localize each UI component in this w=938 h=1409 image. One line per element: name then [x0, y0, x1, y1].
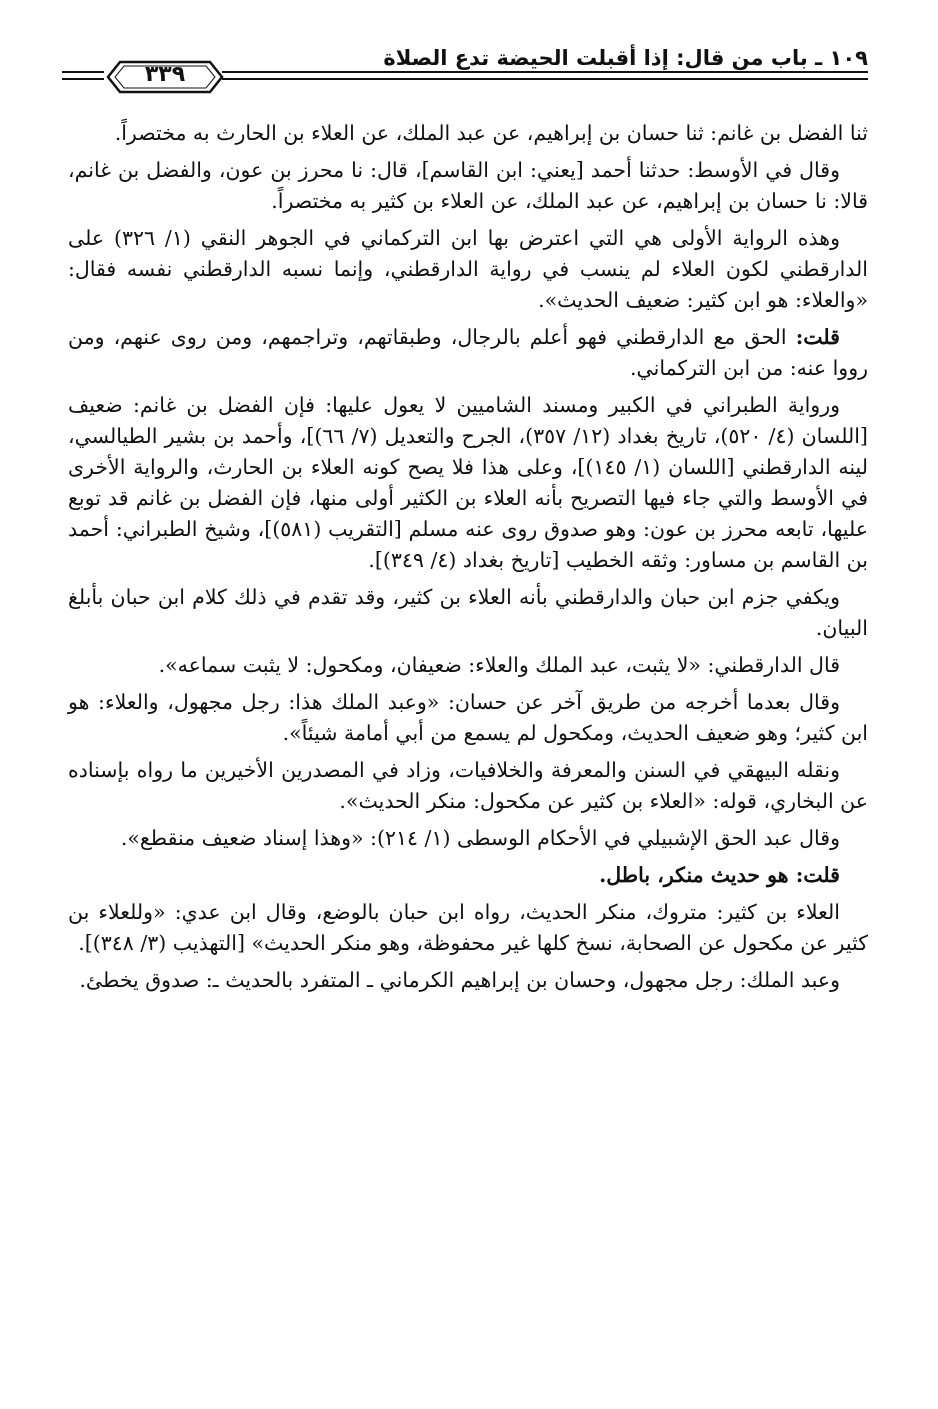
paragraph: العلاء بن كثير: متروك، منكر الحديث، رواه ابن حبان بالوضع، وقال ابن عدي: «وللعلاء بن كثير عن مكحول عن الصحابة، نسخ كلها غير محفوظة، وهو منكر الحديث» [التهذيب (٣/ ٣٤٨)].	[68, 900, 868, 955]
paragraph: ورواية الطبراني في الكبير ومسند الشاميين لا يعول عليها: فإن الفضل بن غانم: ضعيف [اللسان (٤/ ٥٢٠)، تاريخ بغداد (١٢/ ٣٥٧)، الجرح والتعديل (٧/ ٦٦)]، وأحمد بن بشير الطيالسي، لينه الدارقطني [اللسان (١/ ١٤٥)]، وعلى هذا فلا يصح كونه العلاء بن الحارث، والرواية الأخرى في الأوسط والتي جاء فيها التصريح بأنه العلاء بن الكثير أولى منها، فإن الفضل بن غانم قد توبع عليها، تابعه محرز بن عون: وهو صدوق روى عنه مسلم [التقريب (٥٨١)]، وشيخ الطبراني: أحمد بن القاسم بن مساور: وثقه الخطيب [تاريخ بغداد (٤/ ٣٤٩)].	[68, 393, 868, 572]
note-label: قلت:	[795, 863, 840, 887]
header-rule	[222, 71, 868, 73]
paragraph: وقال في الأوسط: حدثنا أحمد [يعني: ابن القاسم]، قال: نا محرز بن عون، والفضل بن غانم، قالا: نا حسان بن إبراهيم، عن عبد الملك، عن العلاء بن كثير به مختصراً.	[68, 158, 868, 213]
header-rule	[62, 78, 104, 80]
paragraph: ونقله البيهقي في السنن والمعرفة والخلافيات، وزاد في المصدرين الأخيرين ما رواه بإسناده عن البخاري، قوله: «العلاء بن كثير عن مكحول: منكر الحديث».	[68, 758, 868, 813]
paragraph: وقال عبد الحق الإشبيلي في الأحكام الوسطى (١/ ٢١٤): «وهذا إسناد ضعيف منقطع».	[120, 826, 840, 850]
chapter-title: ١٠٩ ـ باب من قال: إذا أقبلت الحيضة تدع الصلاة	[383, 46, 868, 70]
paragraph: وقال بعدما أخرجه من طريق آخر عن حسان: «وعبد الملك هذا: رجل مجهول، والعلاء: هو ابن كثير؛ وهو ضعيف الحديث، ومكحول لم يسمع من أبي أمامة شيئاً».	[68, 690, 868, 745]
paragraph: ويكفي جزم ابن حبان والدارقطني بأنه العلاء بن كثير، وقد تقدم في ذلك كلام ابن حبان بأبلغ البيان.	[68, 585, 868, 640]
page-number: ٣٣٩	[144, 62, 186, 87]
paragraph: قلت: هو حديث منكر، باطل.	[599, 863, 840, 887]
page-number-frame	[106, 60, 224, 94]
paragraph: قال الدارقطني: «لا يثبت، عبد الملك والعلاء: ضعيفان، ومكحول: لا يثبت سماعه».	[158, 653, 840, 677]
paragraph: ثنا الفضل بن غانم: ثنا حسان بن إبراهيم، عن عبد الملك، عن العلاء بن الحارث به مختصراً.	[114, 121, 868, 145]
header-rule	[62, 71, 104, 73]
paragraph: وعبد الملك: رجل مجهول، وحسان بن إبراهيم الكرماني ـ المتفرد بالحديث ـ: صدوق يخطئ.	[79, 968, 840, 992]
header-rule	[222, 78, 868, 80]
paragraph: قلت: الحق مع الدارقطني فهو أعلم بالرجال، وطبقاتهم، وتراجمهم، ومن روى عنهم، ومن رووا عنه: من ابن التركماني.	[68, 325, 868, 380]
paragraph: وهذه الرواية الأولى هي التي اعترض بها ابن التركماني في الجوهر النقي (١/ ٣٢٦) على الدارقطني لكون العلاء لم ينسب في رواية الدارقطني، وإنما نسبه الدارقطني نفسه فقال: «والعلاء: هو ابن كثير: ضعيف الحديث».	[68, 226, 868, 312]
page-header	[62, 40, 868, 100]
body-text	[68, 118, 868, 1002]
note-label: قلت:	[795, 325, 840, 349]
